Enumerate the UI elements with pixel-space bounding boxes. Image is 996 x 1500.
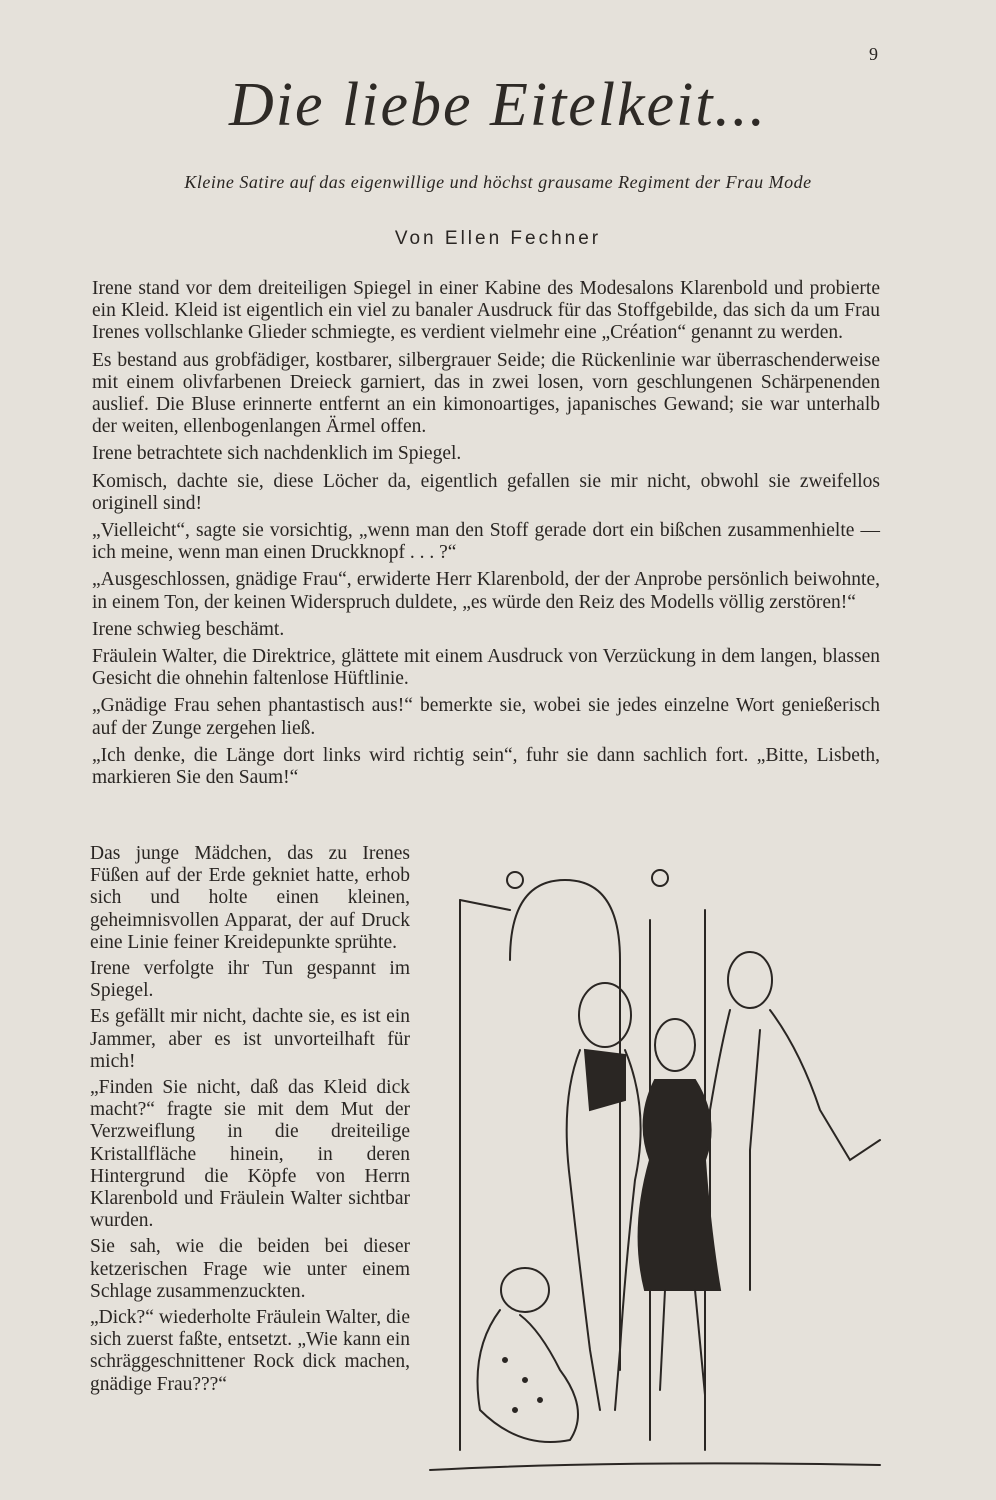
paragraph: Irene betrachtete sich nachdenklich im Spiegel. [92, 443, 462, 465]
article-subtitle: Kleine Satire auf das eigenwillige und höchst grausame Regiment der Frau Mode [184, 172, 812, 192]
column-paragraph: Sie sah, wie die beiden bei dieser ketzerischen Frage wie unter einem Schlage zusammenzuckten. [90, 1236, 410, 1302]
column-paragraph: Das junge Mädchen, das zu Irenes Füßen auf der Erde gekniet hatte, erhob sich und holte einen kleinen, geheimnisvollen Apparat, der auf Druck eine Linie feiner Kreidepunkte sprühte. [90, 843, 410, 953]
fashion-fitting-illustration [420, 850, 900, 1490]
paragraph: Fräulein Walter, die Direktrice, glättete mit einem Ausdruck von Verzückung in dem langen, blassen Gesicht die ohnehin faltenlose Hüftlinie. [92, 646, 880, 690]
paragraph: Irene stand vor dem dreiteiligen Spiegel in einer Kabine des Modesalons Klarenbold und probierte ein Kleid. Kleid ist eigentlich ein viel zu banaler Ausdruck für das Stoffgebilde, das sich da um Frau Irenes vollschlanke Glieder schmiegte, es verdient vielmehr eine „Création“ genannt zu werden. [92, 278, 880, 344]
paragraph: „Gnädige Frau sehen phantastisch aus!“ bemerkte sie, wobei sie jedes einzelne Wort genießerisch auf der Zunge zergehen ließ. [92, 695, 880, 739]
paragraph: „Ich denke, die Länge dort links wird richtig sein“, fuhr sie dann sachlich fort. „Bitte, Lisbeth, markieren Sie den Saum!“ [92, 744, 880, 789]
column-paragraph: Es gefällt mir nicht, dachte sie, es ist ein Jammer, aber es ist unvorteilhaft für mich! [90, 1006, 410, 1072]
article-byline: Von Ellen Fechner [394, 228, 602, 249]
column-paragraph: „Finden Sie nicht, daß das Kleid dick macht?“ fragte sie mit dem Mut der Verzweiflung in die dreiteilige Kristallfläche hinein, in deren Hintergrund die Köpfe von Herrn Klarenbold und Fräulein Walter sichtbar wurden. [90, 1077, 410, 1232]
paragraph: „Ausgeschlossen, gnädige Frau“, erwiderte Herr Klarenbold, der der Anprobe persönlich beiwohnte, in einem Ton, der keinen Widerspruch duldete, „es würde den Reiz des Modells völlig zerstören!“ [92, 569, 880, 613]
article-column [90, 843, 410, 1400]
paragraph: Es bestand aus grobfädiger, kostbarer, silbergrauer Seide; die Rückenlinie war überraschenderweise mit einem olivfarbenen Dreieck garniert, das in zwei losen, vorn geschlungenen Schärpenenden auslief. Die Bluse erinnerte entfernt an ein kimonoartiges, japanisches Gewand; sie war unterhalb der weiten, ellenbogenlangen Ärmel offen. [92, 349, 880, 438]
column-paragraph: „Dick?“ wiederholte Fräulein Walter, die sich zuerst faßte, entsetzt. „Wie kann ein schräggeschnittener Rock dick machen, gnädige Frau???“ [90, 1307, 410, 1395]
paragraph: Komisch, dachte sie, diese Löcher da, eigentlich gefallen sie mir nicht, obwohl sie zweifellos originell sind! [92, 470, 880, 514]
article-title: Die liebe Eitelkeit... [228, 71, 768, 139]
paragraph: „Vielleicht“, sagte sie vorsichtig, „wenn man den Stoff gerade dort ein bißchen zusammenhielte — ich meine, wenn man einen Druckknopf . . . ?“ [92, 520, 880, 564]
page-number: 9 [869, 44, 878, 64]
article-body [92, 278, 880, 794]
fashion-sketch-icon [420, 850, 900, 1490]
column-paragraph: Irene verfolgte ihr Tun gespannt im Spiegel. [90, 958, 410, 1002]
paragraph: Irene schwieg beschämt. [92, 618, 285, 640]
